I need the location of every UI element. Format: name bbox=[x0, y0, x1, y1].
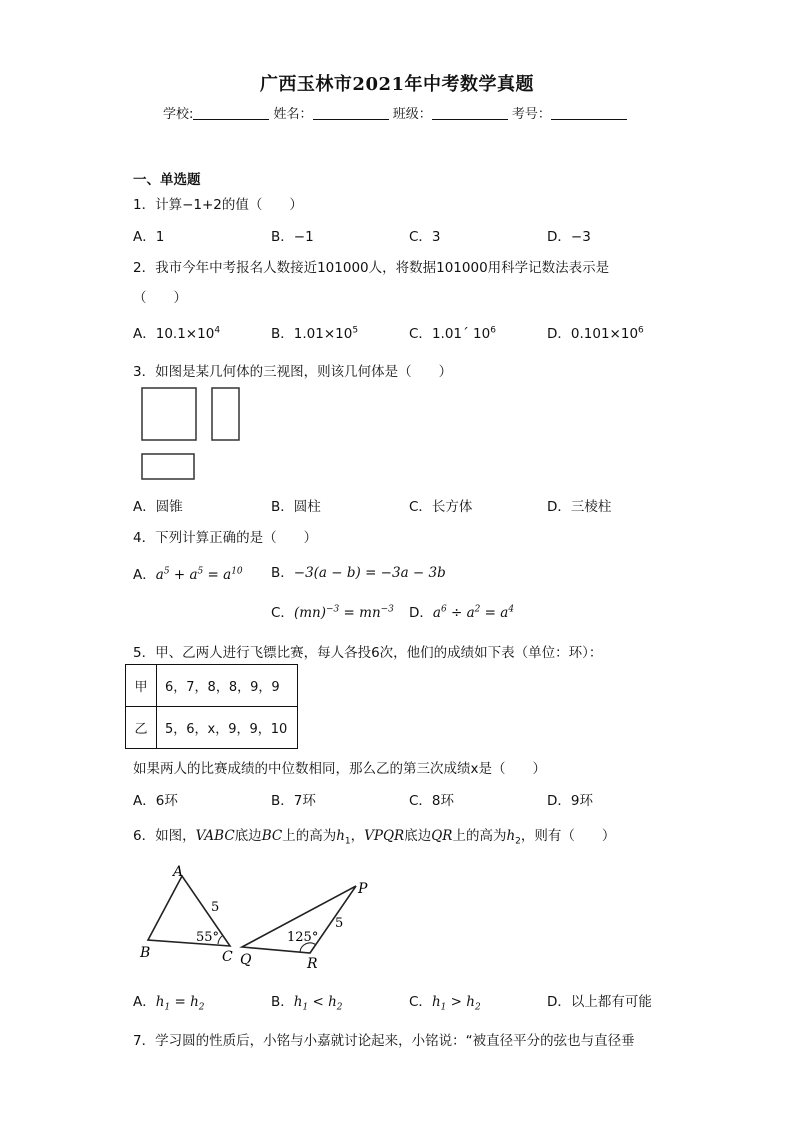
side-ac-length: 5 bbox=[211, 900, 220, 915]
q6-stem-text: ，则有（ ） bbox=[520, 828, 616, 844]
q3-option-a[interactable]: A．圆锥 bbox=[133, 499, 183, 515]
top-view-rect bbox=[142, 454, 194, 479]
q3-option-d[interactable]: D．三棱柱 bbox=[547, 499, 612, 515]
angle-r-value: 125° bbox=[287, 930, 319, 945]
triangle-pqr-label: VPQR bbox=[364, 828, 405, 844]
h1-subscript: 1 bbox=[344, 836, 351, 847]
q4-option-a[interactable] bbox=[133, 563, 243, 583]
option-c-formula: $(mn)^{-3} = mn^{-3}$ bbox=[293, 604, 394, 621]
option-prefix: A． bbox=[133, 994, 156, 1010]
q3-option-c[interactable]: C．长方体 bbox=[409, 499, 473, 515]
class-blank[interactable] bbox=[432, 106, 508, 120]
option-exponent: 6 bbox=[638, 325, 644, 336]
vertex-p-label: P bbox=[358, 881, 368, 897]
q6-stem-text: 6．如图， bbox=[133, 828, 196, 844]
q2-stem: 2．我市今年中考报名人数接近101000人，将数据101000用科学记数法表示是 bbox=[133, 260, 610, 276]
side-pr-length: 5 bbox=[335, 916, 344, 931]
school-blank[interactable] bbox=[193, 106, 269, 120]
q5-option-a[interactable]: A．6环 bbox=[133, 793, 178, 809]
option-prefix: A． bbox=[133, 567, 156, 583]
option-prefix: C． bbox=[409, 994, 432, 1010]
triangles-figure bbox=[130, 860, 380, 975]
option-value: 10.1×10 bbox=[155, 326, 215, 342]
q6-option-b[interactable] bbox=[271, 990, 343, 1013]
q5-option-d[interactable]: D．9环 bbox=[547, 793, 593, 809]
vertex-a-label: A bbox=[173, 864, 184, 880]
player-name-cell: 甲 bbox=[126, 665, 157, 707]
h1-symbol: h bbox=[336, 828, 345, 844]
exam-no-blank[interactable] bbox=[551, 106, 627, 120]
q5-option-b[interactable]: B．7环 bbox=[271, 793, 316, 809]
q2-stem-continued: （ ） bbox=[133, 290, 187, 306]
h2-subscript: 2 bbox=[515, 836, 521, 847]
option-prefix: A． bbox=[133, 326, 156, 342]
q5-stem: 5．甲、乙两人进行飞镖比赛，每人各投6次，他们的成绩如下表（单位：环）： bbox=[133, 645, 603, 661]
vertex-r-label: R bbox=[307, 956, 318, 972]
option-prefix: B． bbox=[271, 326, 294, 342]
q2-option-c[interactable] bbox=[409, 322, 496, 342]
q6-option-d[interactable]: D．以上都有可能 bbox=[547, 994, 652, 1010]
angle-c-value: 55° bbox=[196, 930, 220, 945]
name-blank[interactable] bbox=[313, 106, 389, 120]
q1-stem: 1．计算−1+2的值（ ） bbox=[133, 197, 303, 213]
base-bc-label: BC bbox=[261, 828, 283, 844]
option-exponent: 5 bbox=[352, 325, 359, 336]
class-label: 班级： bbox=[392, 107, 432, 122]
q4-option-d[interactable] bbox=[409, 601, 514, 621]
q4-option-b[interactable] bbox=[271, 561, 446, 581]
q4-stem: 4．下列计算正确的是（ ） bbox=[133, 530, 318, 546]
table-row bbox=[126, 665, 298, 707]
option-prefix: B． bbox=[271, 565, 294, 581]
q3-stem: 3．如图是某几何体的三视图，则该几何体是（ ） bbox=[133, 364, 453, 380]
option-prefix: B． bbox=[271, 994, 294, 1010]
side-view-rect bbox=[212, 388, 239, 440]
q5-option-c[interactable]: C．8环 bbox=[409, 793, 455, 809]
q1-option-d[interactable]: D．−3 bbox=[547, 229, 591, 245]
q7-stem: 7．学习圆的性质后，小铭与小嘉就讨论起来，小铭说：“被直径平分的弦也与直径垂 bbox=[133, 1033, 635, 1049]
q1-option-c[interactable]: C．3 bbox=[409, 229, 441, 245]
q1-option-a[interactable]: A．1 bbox=[133, 229, 165, 245]
front-view-rect bbox=[142, 388, 196, 440]
option-prefix: D． bbox=[547, 326, 571, 342]
section-title: 一、单选题 bbox=[133, 172, 201, 188]
triangle-abc-label: VABC bbox=[195, 828, 235, 844]
option-exponent: 6 bbox=[490, 325, 496, 336]
q3-option-b[interactable]: B．圆柱 bbox=[271, 499, 321, 515]
q2-option-b[interactable] bbox=[271, 322, 358, 342]
option-value: 0.101×10 bbox=[570, 326, 639, 342]
page-title: 广西玉林市2021年中考数学真题 bbox=[259, 74, 535, 95]
option-b-formula: $h_1 < h_2$ bbox=[293, 994, 343, 1013]
option-prefix: C． bbox=[409, 326, 432, 342]
option-prefix: C． bbox=[271, 605, 294, 621]
option-exponent: 4 bbox=[214, 325, 221, 336]
q2-option-d[interactable] bbox=[547, 322, 644, 342]
q6-stem-text: 上的高为 bbox=[282, 828, 337, 844]
student-info-line bbox=[163, 103, 627, 122]
scores-cell: 5，6，x，9，9，10 bbox=[157, 707, 298, 749]
name-label: 姓名： bbox=[273, 107, 313, 122]
h2-symbol: h bbox=[506, 828, 516, 844]
q6-stem-text: 底边 bbox=[404, 828, 432, 844]
vertex-c-label: C bbox=[222, 949, 233, 965]
player-name-cell: 乙 bbox=[126, 707, 157, 749]
vertex-b-label: B bbox=[140, 945, 151, 961]
option-prefix: D． bbox=[409, 605, 433, 621]
q6-stem-text: 上的高为 bbox=[452, 828, 507, 844]
option-d-formula: $a^6 \div a^2 = a^4$ bbox=[432, 604, 515, 621]
option-value: 1.01´ 10 bbox=[431, 326, 491, 342]
q5-followup: 如果两人的比赛成绩的中位数相同，那么乙的第三次成绩x是（ ） bbox=[133, 761, 546, 777]
table-row bbox=[126, 707, 298, 749]
school-label: 学校: bbox=[163, 107, 194, 122]
q6-stem-text: 底边 bbox=[234, 828, 262, 844]
q4-option-c[interactable] bbox=[271, 601, 394, 621]
q6-option-a[interactable] bbox=[133, 990, 205, 1013]
option-b-formula: −3(a − b) = −3a − 3b bbox=[293, 565, 446, 581]
q1-option-b[interactable]: B．−1 bbox=[271, 229, 314, 245]
scores-cell: 6，7，8，8，9，9 bbox=[157, 665, 298, 707]
option-value: 1.01×10 bbox=[293, 326, 353, 342]
q6-option-c[interactable] bbox=[409, 990, 481, 1013]
option-a-formula: $h_1 = h_2$ bbox=[155, 994, 205, 1013]
scores-table bbox=[125, 664, 298, 749]
three-views-figure bbox=[138, 384, 248, 484]
q2-option-a[interactable] bbox=[133, 322, 220, 342]
vertex-q-label: Q bbox=[240, 952, 252, 968]
q6-separator: ， bbox=[350, 828, 365, 844]
base-qr-label: QR bbox=[431, 828, 453, 844]
option-a-formula: $a^5 + a^5 = a^{10}$ bbox=[155, 566, 243, 583]
option-c-formula: $h_1 > h_2$ bbox=[431, 994, 481, 1013]
q6-stem bbox=[133, 824, 615, 847]
exam-no-label: 考号： bbox=[511, 107, 551, 122]
